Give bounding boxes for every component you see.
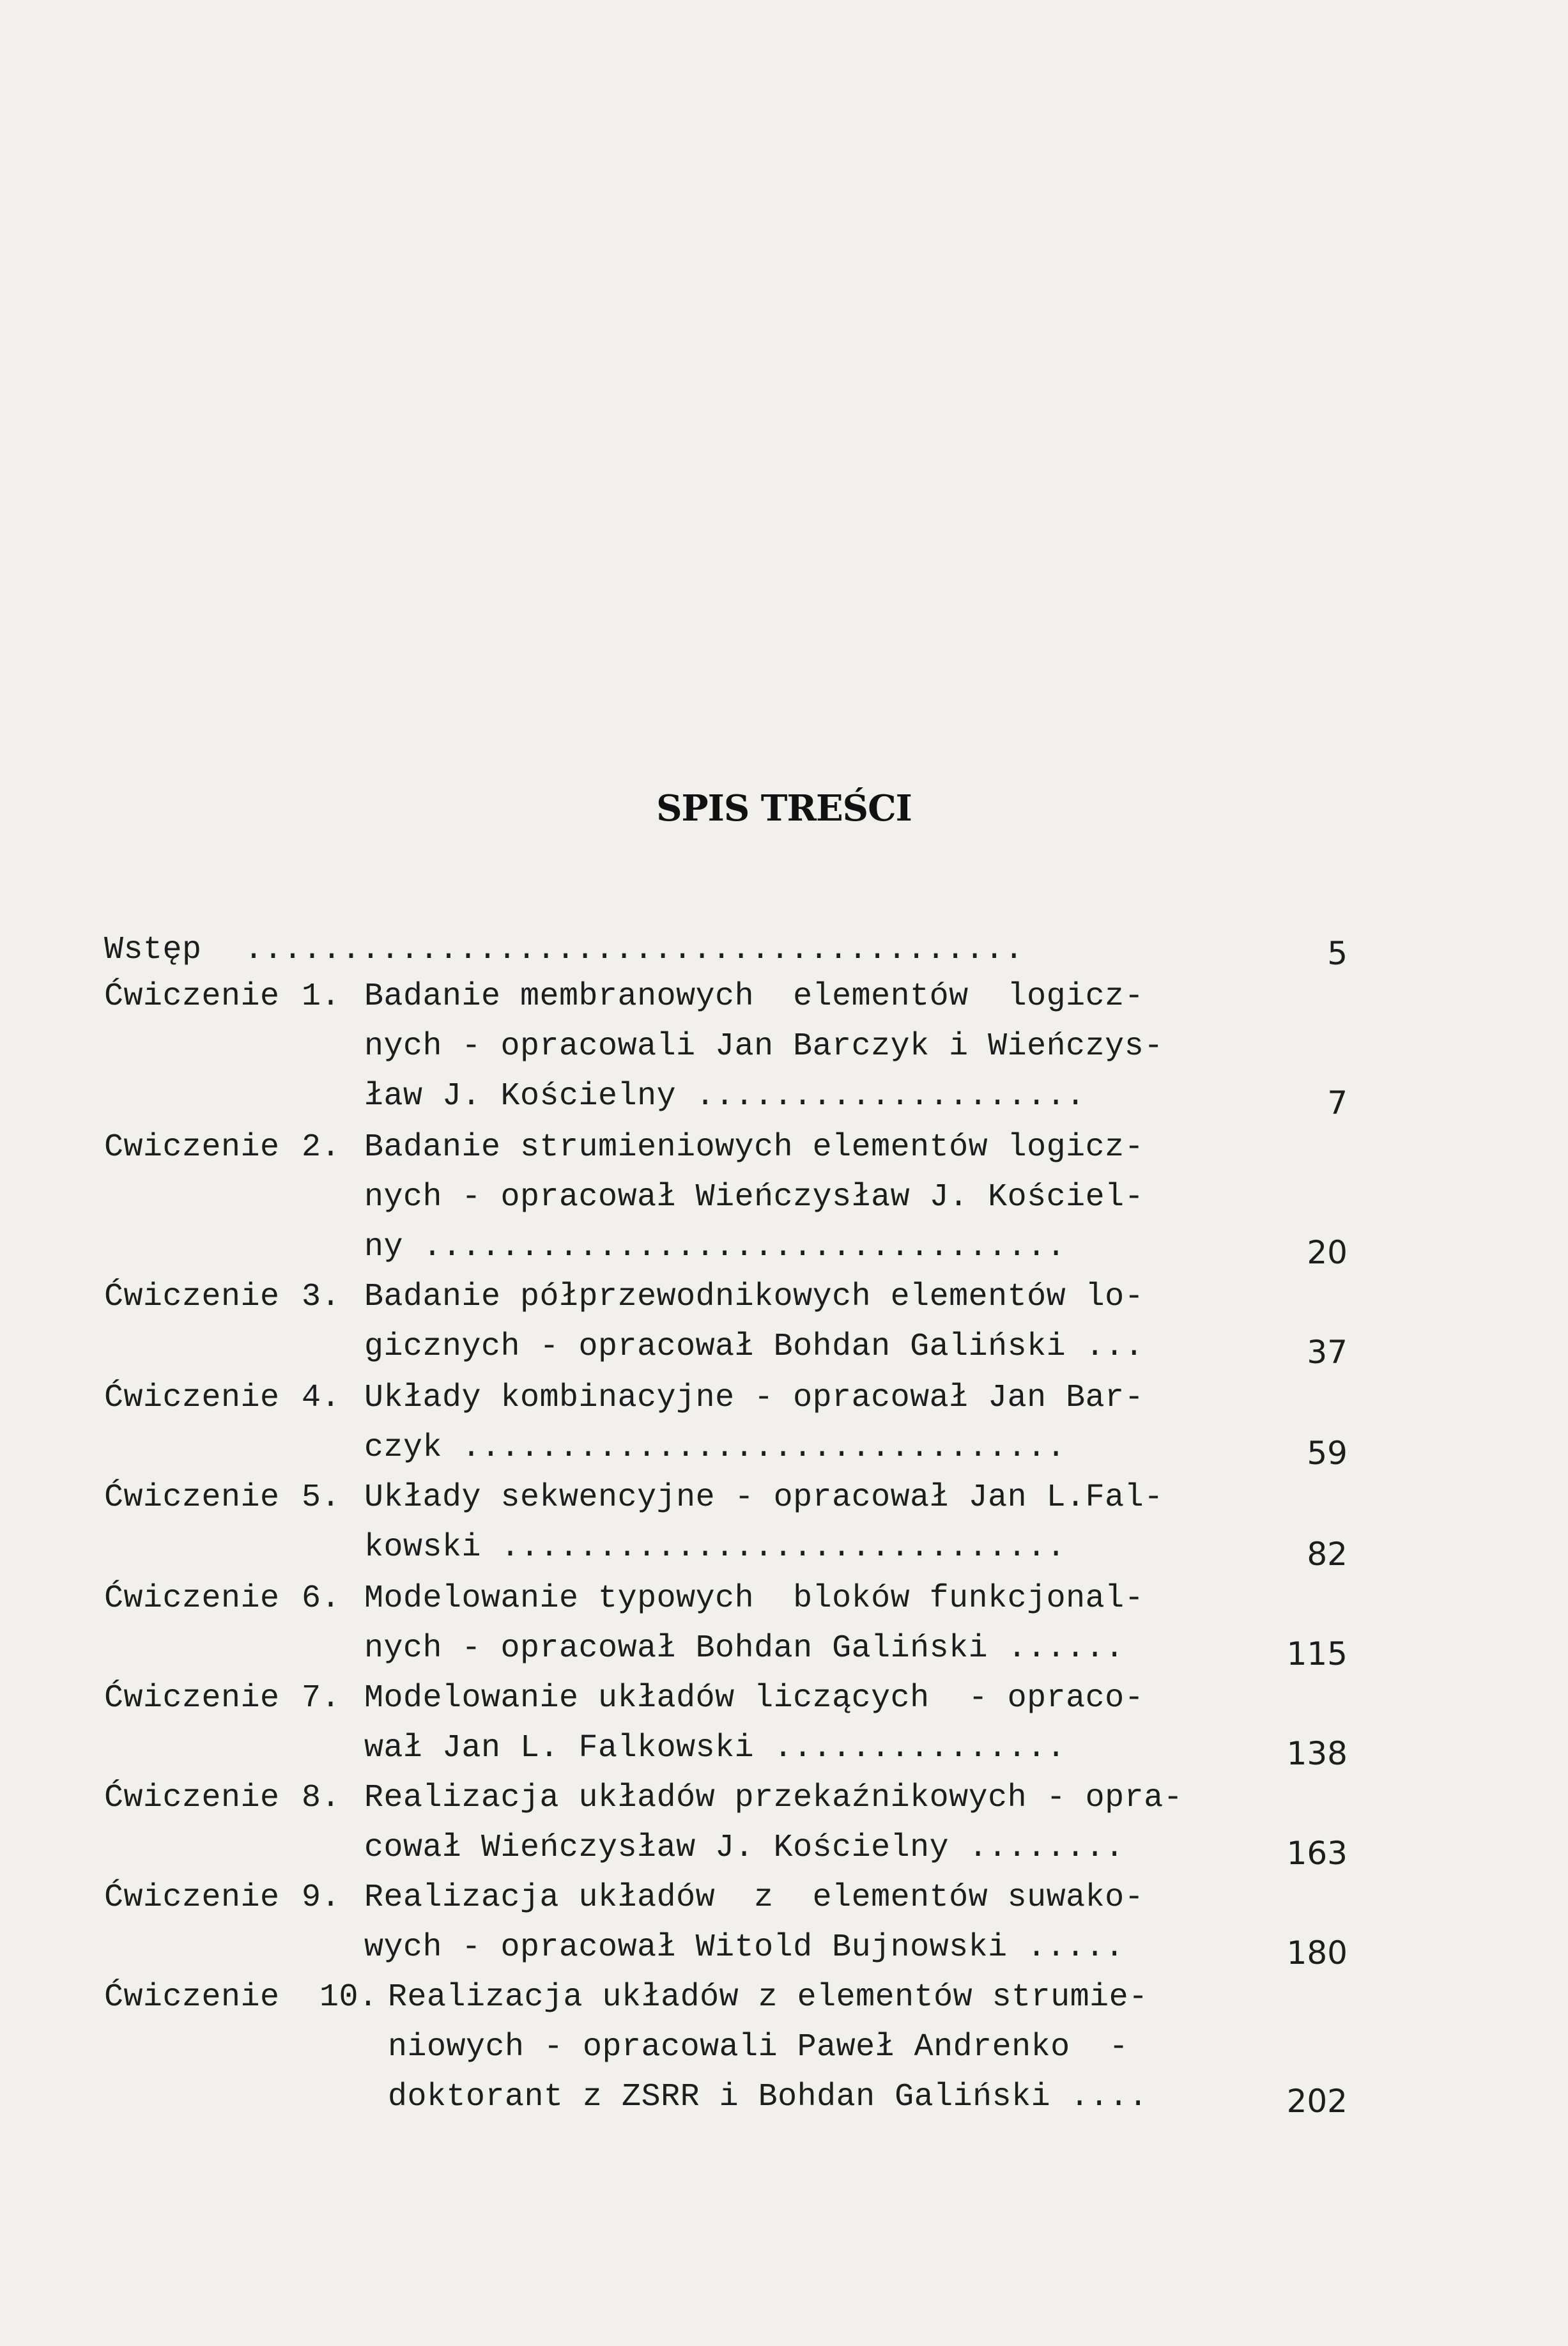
entry-text-line: wał Jan L. Falkowski ...............: [364, 1730, 1066, 1766]
page-title: SPIS TREŚCI: [656, 787, 912, 830]
entry-text-line: ny .................................: [364, 1229, 1066, 1265]
entry-label: Wstęp: [104, 932, 202, 968]
entry-label: Ćwiczenie: [104, 1380, 280, 1416]
entry-page-number: 180: [1286, 1934, 1348, 1972]
entry-text-line: kowski .............................: [364, 1529, 1066, 1566]
entry-label: Ćwiczenie: [104, 978, 280, 1015]
entry-text-line: Badanie strumieniowych elementów logicz-: [364, 1129, 1144, 1166]
entry-text-line: Układy sekwencyjne - opracował Jan L.Fal-: [364, 1479, 1164, 1516]
entry-text-line: Badanie półprzewodnikowych elementów lo-: [364, 1279, 1144, 1315]
entry-page-number: 20: [1307, 1234, 1348, 1271]
entry-number: 10.: [319, 1979, 378, 2016]
entry-number: 4.: [302, 1380, 341, 1416]
entry-label: Ćwiczenie: [104, 1979, 280, 2016]
entry-text-line: niowych - opracowali Paweł Andrenko -: [388, 2029, 1129, 2065]
entry-page-number: 59: [1307, 1435, 1348, 1472]
entry-number: 3.: [302, 1279, 341, 1315]
entry-text-line: Modelowanie układów liczących - opraco-: [364, 1680, 1144, 1717]
entry-number: 1.: [302, 978, 341, 1015]
entry-number: 2.: [302, 1129, 341, 1166]
entry-page-number: 37: [1307, 1334, 1348, 1371]
entry-text-line: nych - opracował Bohdan Galiński ......: [364, 1630, 1125, 1667]
entry-label: Cwiczenie: [104, 1129, 280, 1166]
entry-number: 8.: [302, 1780, 341, 1816]
entry-page-number: 82: [1307, 1536, 1348, 1573]
entry-label: Ćwiczenie: [104, 1580, 280, 1617]
entry-page-number: 163: [1286, 1835, 1348, 1872]
entry-label: Ćwiczenie: [104, 1879, 280, 1916]
entry-label: Ćwiczenie: [104, 1279, 280, 1315]
entry-number: 5.: [302, 1479, 341, 1516]
entry-label: Ćwiczenie: [104, 1780, 280, 1816]
entry-text-line: Modelowanie typowych bloków funkcjonal-: [364, 1580, 1144, 1617]
entry-page-number: 7: [1327, 1084, 1348, 1122]
entry-text-line: ław J. Kościelny ....................: [364, 1078, 1086, 1115]
entry-text-line: wych - opracował Witold Bujnowski .....: [364, 1929, 1125, 1966]
entry-text-line: Realizacja układów przekaźnikowych - opra-: [364, 1780, 1183, 1816]
entry-page-number: 5: [1327, 935, 1348, 972]
entry-page-number: 138: [1286, 1735, 1348, 1772]
entry-text-line: cował Wieńczysław J. Kościelny ........: [364, 1830, 1125, 1866]
entry-number: 7.: [302, 1680, 341, 1717]
entry-number: 6.: [302, 1580, 341, 1617]
entry-text-line: Realizacja układów z elementów strumie-: [388, 1979, 1148, 2016]
entry-text-line: Badanie membranowych elementów logicz-: [364, 978, 1144, 1015]
entry-number: 9.: [302, 1879, 341, 1916]
entry-page-number: 115: [1286, 1635, 1348, 1672]
entry-label: Ćwiczenie: [104, 1479, 280, 1516]
entry-text-line: doktorant z ZSRR i Bohdan Galiński ....: [388, 2079, 1148, 2115]
entry-page-number: 202: [1286, 2083, 1348, 2120]
entry-text-line: Układy kombinacyjne - opracował Jan Bar-: [364, 1380, 1144, 1416]
entry-text-line: Realizacja układów z elementów suwako-: [364, 1879, 1144, 1916]
entry-label: Ćwiczenie: [104, 1680, 280, 1717]
entry-text-line: gicznych - opracował Bohdan Galiński ...: [364, 1329, 1144, 1365]
entry-text-line: nych - opracował Wieńczysław J. Kościel-: [364, 1179, 1144, 1215]
entry-text-line: ........................................: [244, 932, 1024, 968]
entry-text-line: nych - opracowali Jan Barczyk i Wieńczys-: [364, 1028, 1164, 1065]
entry-text-line: czyk ...............................: [364, 1430, 1066, 1466]
